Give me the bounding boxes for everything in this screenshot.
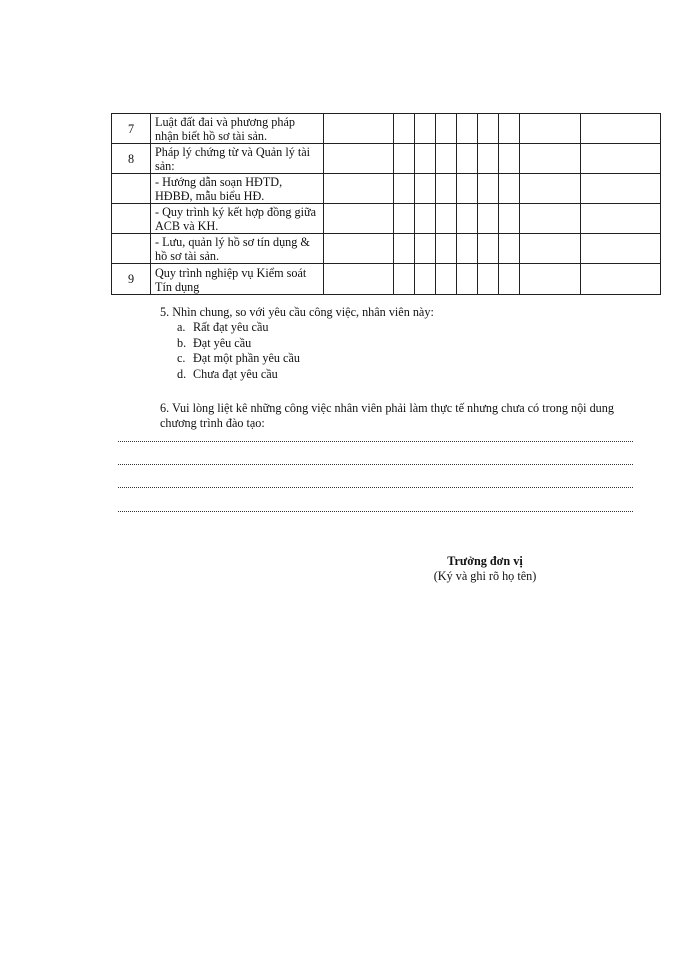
- rating-cell: [478, 114, 499, 144]
- rating-cell: [499, 264, 520, 295]
- rating-cell: [457, 264, 478, 295]
- rating-cell: [520, 234, 581, 264]
- rating-cell: [436, 204, 457, 234]
- rating-cell: [394, 174, 415, 204]
- rating-cell: [581, 144, 661, 174]
- question-6-text: 6. Vui lòng liệt kê những công việc nhân viên phải làm thực tế nhưng chưa có trong nội dung chương trình đào tạo:: [160, 401, 614, 430]
- rating-cell: [324, 174, 394, 204]
- row-number-cell: [112, 174, 151, 204]
- question-5-options: [177, 320, 434, 382]
- rating-cell: [457, 144, 478, 174]
- option-label: Rất đạt yêu cầu: [193, 320, 269, 334]
- rating-cell: [478, 174, 499, 204]
- rating-cell: [415, 204, 436, 234]
- table-row: [112, 114, 661, 144]
- rating-cell: [581, 174, 661, 204]
- rating-cell: [520, 204, 581, 234]
- question-5-text: 5. Nhìn chung, so với yêu cầu công việc, nhân viên này:: [160, 305, 434, 319]
- rating-cell: [324, 234, 394, 264]
- rating-cell: [415, 174, 436, 204]
- table-body: [112, 114, 661, 295]
- answer-line: [118, 487, 633, 488]
- option-label: Đạt yêu cầu: [193, 335, 252, 350]
- rating-cell: [415, 114, 436, 144]
- row-content-cell: Pháp lý chứng từ và Quản lý tài sản:: [151, 144, 324, 174]
- row-content-cell: Luật đất đai và phương pháp nhận biết hồ sơ tài sản.: [151, 114, 324, 144]
- rating-cell: [394, 204, 415, 234]
- rating-cell: [457, 114, 478, 144]
- table-row: [112, 174, 661, 204]
- row-number-cell: [112, 204, 151, 234]
- option-a: [177, 320, 434, 336]
- option-d: [177, 367, 434, 383]
- row-number-cell: 8: [112, 144, 151, 174]
- rating-cell: [415, 234, 436, 264]
- table-row: [112, 264, 661, 295]
- rating-cell: [436, 174, 457, 204]
- option-key: a.: [177, 320, 186, 334]
- option-key: d.: [177, 366, 187, 381]
- rating-cell: [324, 144, 394, 174]
- rating-cell: [394, 234, 415, 264]
- table-row: [112, 144, 661, 174]
- answer-line: [118, 464, 633, 465]
- rating-cell: [436, 114, 457, 144]
- rating-cell: [581, 264, 661, 295]
- signature-block: [380, 554, 590, 584]
- rating-cell: [499, 144, 520, 174]
- rating-cell: [499, 234, 520, 264]
- rating-cell: [520, 264, 581, 295]
- row-content-cell: - Hướng dẫn soạn HĐTD, HĐBĐ, mẫu biểu HĐ.: [151, 174, 324, 204]
- signature-subtitle: (Ký và ghi rõ họ tên): [433, 569, 537, 583]
- option-label: Chưa đạt yêu cầu: [193, 366, 278, 381]
- row-content-cell: - Lưu, quản lý hồ sơ tín dụng & hồ sơ tài sản.: [151, 234, 324, 264]
- training-evaluation-table: [111, 113, 661, 295]
- rating-cell: [436, 264, 457, 295]
- rating-cell: [457, 174, 478, 204]
- rating-cell: [324, 204, 394, 234]
- rating-cell: [415, 144, 436, 174]
- answer-line: [118, 511, 633, 512]
- rating-cell: [478, 234, 499, 264]
- signature-title: Trưởng đơn vị: [447, 554, 523, 568]
- rating-cell: [324, 114, 394, 144]
- rating-cell: [581, 204, 661, 234]
- option-label: Đạt một phần yêu cầu: [193, 351, 300, 365]
- option-c: [177, 351, 434, 367]
- rating-cell: [436, 234, 457, 264]
- rating-cell: [394, 144, 415, 174]
- rating-cell: [499, 114, 520, 144]
- answer-line: [118, 441, 633, 442]
- rating-cell: [499, 174, 520, 204]
- row-number-cell: 9: [112, 264, 151, 295]
- rating-cell: [520, 174, 581, 204]
- rating-cell: [581, 234, 661, 264]
- rating-cell: [478, 264, 499, 295]
- rating-cell: [520, 144, 581, 174]
- row-content-cell: Quy trình nghiệp vụ Kiểm soát Tín dụng: [151, 264, 324, 295]
- rating-cell: [436, 144, 457, 174]
- rating-cell: [478, 204, 499, 234]
- rating-cell: [499, 204, 520, 234]
- row-number-cell: [112, 234, 151, 264]
- rating-cell: [324, 264, 394, 295]
- table-row: [112, 234, 661, 264]
- option-b: [177, 336, 434, 352]
- rating-cell: [457, 204, 478, 234]
- rating-cell: [520, 114, 581, 144]
- rating-cell: [581, 114, 661, 144]
- option-key: b.: [177, 335, 187, 350]
- rating-cell: [415, 264, 436, 295]
- question-5: [160, 305, 434, 382]
- rating-cell: [394, 264, 415, 295]
- row-content-cell: - Quy trình ký kết hợp đồng giữa ACB và KH.: [151, 204, 324, 234]
- rating-cell: [394, 114, 415, 144]
- option-key: c.: [177, 351, 186, 365]
- row-number-cell: 7: [112, 114, 151, 144]
- rating-cell: [478, 144, 499, 174]
- rating-cell: [457, 234, 478, 264]
- table-row: [112, 204, 661, 234]
